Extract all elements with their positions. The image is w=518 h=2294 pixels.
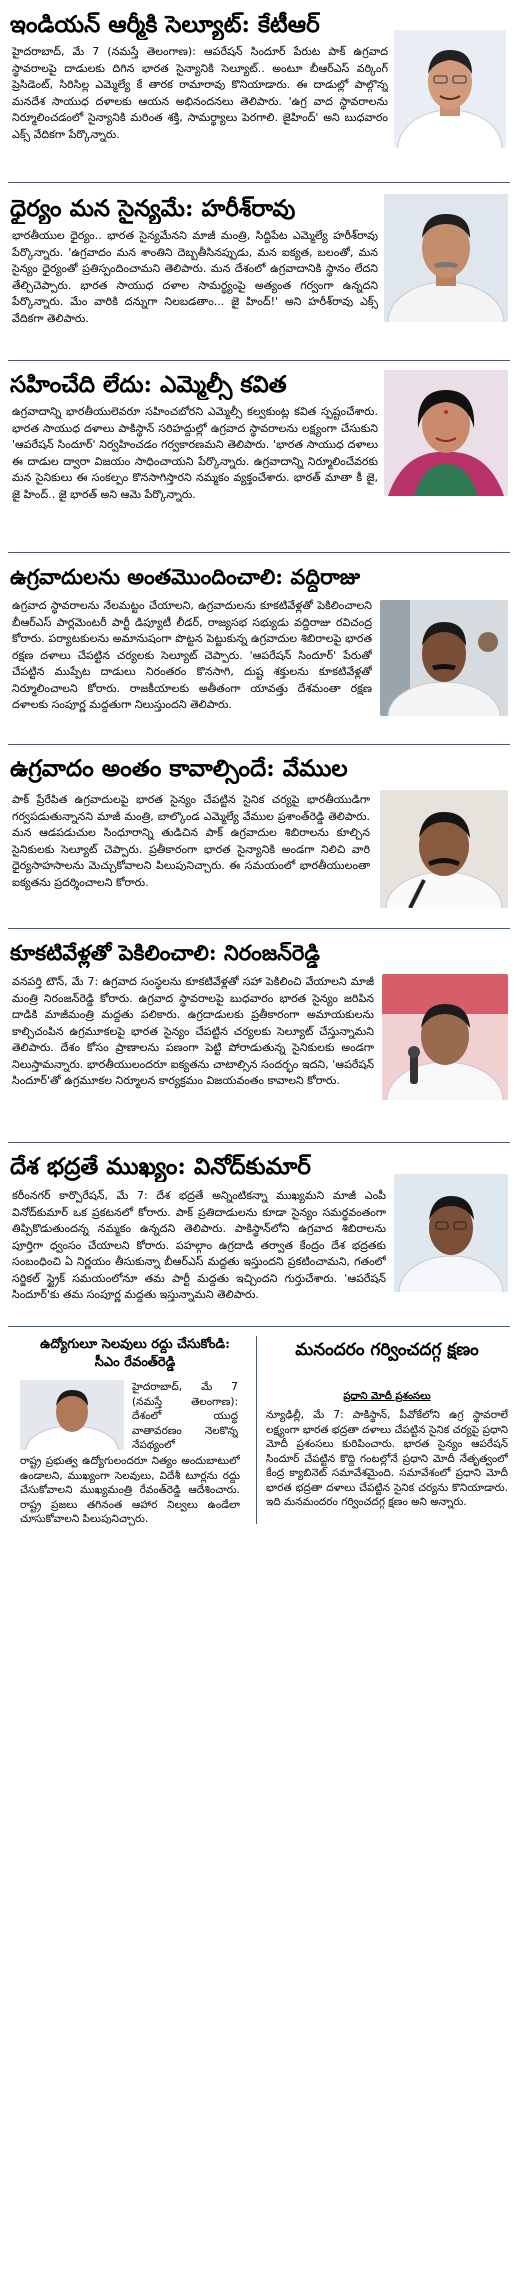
headline: మనందరం గర్వించదగ్గ క్షణం [295, 1340, 479, 1360]
headline: ఇండియన్ ఆర్మీకి సెల్యూట్: కేటీఆర్ [10, 11, 320, 38]
headline: కూకటివేళ్లతో పెకిలించాలి: నిరంజన్‌రెడ్డి [10, 940, 320, 965]
article-body: ఉగ్రవాద స్థావరాలను నేలమట్టం చేయాలని, ఉగ్రవాదులను కూకటివేళ్లతో పెకిలించాలని బీఆర్ఎస్ పార్లమెంటరీ పార్టీ డిప్యూటీ లీడర్, రాజ్యసభ సభ్యుడు వద్దిరాజు రవిచంద్ర కోరారు. పర్యాటకులను అమానుషంగా పొట్టన పెట్టుకున్న ఉగ్రవాదుల శిబిరాలపై భారత రక్షణ దళాలు చేపట్టిన చర్యలకు సెల్యూట్ చెప్పారు. 'ఆపరేషన్ సిందూర్' పేరుతో చేపట్టిన ముప్పేట దాడులు నిరంతరం కొనసాగి, దుష్ట శక్తులను కూకటివేళ్లతో నిర్మూలించాలని కోరారు. రాజకీయాలకు అతీతంగా యావత్తు దేశమంతా రక్షణ దళాలకు సంపూర్ణ మద్దతుగా నిలుస్తుందని తెలిపారు. [12, 599, 372, 711]
portrait-vaddiraju-image [380, 600, 508, 716]
column-rule [8, 1142, 510, 1143]
article-niranjanreddy [0, 938, 518, 1138]
column-divider [256, 1336, 257, 1524]
portrait-ktr-image [394, 30, 506, 148]
article-vinodkumar [0, 1152, 518, 1320]
article-body: ఉగ్రవాదాన్ని భారతీయులెవరూ సహించబోరని ఎమ్మెల్సీ కల్వకుంట్ల కవిత స్పష్టంచేశారు. భారత సాయుధ దళాలు పాకిస్థాన్ సరిహద్దుల్లో ఉగ్రవాద స్థావరాలను లక్ష్యంగా చేసుకుని 'ఆపరేషన్ సిందూర్' నిర్వహించడం గర్వకారణమని తెలిపారు. 'భారత సాయుధ దళాలు ఈ దాడుల ద్వారా విజయం సాధించాయని పేర్కొన్నారు. ఉగ్రవాదాన్ని నిర్మూలించేవరకు మన సైనికులు ఈ సంకల్పం కొనసాగిస్తారని నమ్మకం వ్యక్తంచేశారు. భారత్ మాతా కీ జై, జై హింద్.. జై భారత్ అని ఆమె పేర్కొన్నారు. [12, 405, 378, 501]
portrait-photo [20, 1380, 124, 1450]
portrait-photo [380, 600, 508, 716]
article-vemula [0, 754, 518, 924]
column-rule [8, 182, 510, 183]
portrait-photo [380, 790, 508, 908]
headline: ఉగ్రవాదులను అంతమొందించాలి: వద్దిరాజు [10, 564, 361, 589]
portrait-kavitha-image [384, 370, 508, 496]
headline: ఉద్యోగులూ సెలవులు రద్దు చేసుకోండి: సీఎం రేవంత్‌రెడ్డి [40, 1337, 230, 1370]
article-harishrao [0, 194, 518, 354]
article-body: న్యూఢిల్లీ, మే 7: పాకిస్థాన్, పీవోకేలోని ఉగ్ర స్థావరాలే లక్ష్యంగా భారత భద్రతా దళాలు చేపట్టిన సైనిక చర్యపై ప్రధాని మోదీ ప్రశంసలు కురిపించారు. భారత సైన్యం ఆపరేషన్ సిందూర్ చేపట్టిన కొద్ది గంటల్లోనే ప్రధాని మోదీ నేతృత్వంలో కేంద్ర క్యాబినెట్ సమావేశమైంది. సమావేశంలో ప్రధాని మోదీ భారత భద్రతా దళాలు చేపట్టిన సైనిక చర్యను కొనియాడారు. ఇది మనమందరం గర్వించదగ్గ క్షణం అని అన్నారు. [266, 1409, 508, 1508]
portrait-photo [384, 194, 508, 322]
article-kavitha [0, 370, 518, 548]
column-rule [8, 744, 510, 745]
portrait-niranjanreddy-image [382, 974, 508, 1100]
portrait-vinodkumar-image [394, 1174, 508, 1292]
portrait-photo [394, 1174, 508, 1292]
article-body-top: హైదరాబాద్, మే 7 (నమస్తే తెలంగాణ): దేశంలో యుద్ధ వాతావరణం నెలకొన్న నేపథ్యంలో [132, 1381, 238, 1451]
article-body: కరీంనగర్ కార్పొరేషన్, మే 7: దేశ భద్రతే అన్నింటికన్నా ముఖ్యమని మాజీ ఎంపీ వినోద్‌కుమార్ ఒక ప్రకటనలో కోరారు. పాక్ ప్రతిదాడులను కూడా సైన్యం సమర్థవంతంగా తిప్పికొడుతుందన్న నమ్మకం ఉన్నదని తెలిపారు. పాకిస్థాన్‌లోని ఉగ్రవాద శిబిరాలను పూర్తిగా ధ్వంసం చేయాలని కోరారు. పహల్గాం ఉగ్రదాడి తర్వాత కేంద్రం దేశ భద్రతకు సంబంధించి ఏ నిర్ణయం తీసుకున్నా బీఆర్ఎస్ మద్దతు ఇస్తుందని ప్రకటించామని, గతంలో సర్జికల్ స్ట్రైక్ సమయంలోనూ తమ పార్టీ మద్దతు ఇచ్చిందని గుర్తుచేశారు. 'ఆపరేషన్ సిందూర్'కు తమ సంపూర్ణ మద్దతు ఇస్తున్నామని తెలిపారు. [12, 1189, 386, 1301]
column-rule [8, 360, 510, 361]
column-rule [8, 1326, 510, 1327]
article-vaddiraju [0, 562, 518, 740]
headline: సహించేది లేదు: ఎమ్మెల్సీ కవిత [10, 371, 287, 398]
article-body: హైదరాబాద్, మే 7 (నమస్తే తెలంగాణ): ఆపరేషన్ సిందూర్ పేరుట పాక్ ఉగ్రవాద స్థావరాలపై దాడులకు దిగిన భారత సైన్యానికి సెల్యూట్.. అంటూ బీఆర్ఎస్ వర్కింగ్ ప్రెసిడెంట్, సిరిసిల్ల ఎమ్మెల్యే కే తారక రామారావు కొనియాడారు. ఈ దాడుల్లో పాల్గొన్న మనదేశ సాయుధ దళాలకు ఆయన అభినందనలు తెలిపారు. 'ఉగ్ర వాద స్థావరాలను నిర్మూలించడంలో సైన్యానికి మరింత శక్తి, సామర్థ్యాలు పెరగాలి. జైహింద్' అని బుధవారం ఎక్స్ వేదికగా పేర్కొన్నారు. [12, 45, 388, 141]
article-ktr [0, 10, 518, 180]
portrait-harishrao-image [384, 194, 508, 322]
portrait-vemula-image [380, 790, 508, 908]
subheadline: ప్రధాని మోదీ ప్రశంసలు [343, 1391, 431, 1402]
portrait-revanthreddy-image [20, 1380, 124, 1450]
portrait-photo [382, 974, 508, 1100]
article-body: పాక్ ప్రేరేపిత ఉగ్రవాదులపై భారత సైన్యం చేపట్టిన సైనిక చర్యపై భారతీయుడిగా గర్వపడుతున్నానని మాజీ మంత్రి, బాల్కొండ ఎమ్మెల్యే వేముల ప్రశాంత్‌రెడ్డి తెలిపారు. మన ఆడపడుచుల సింధూరాన్ని తుడిచిన పాక్ ఉగ్రవాదుల శిబిరాలను కూల్చిన సైనికులకు సెల్యూట్ చెప్పారు. ప్రతీకారంగా భారత సైన్యానికి అండగా నిలిచి వారి ధైర్యసాహసాలను మెచ్చుకోవాలని పిలుపునిచ్చారు. ఈ సమయంలో భారతీయులంతా ఐక్యతను ప్రదర్శించాలని కోరారు. [12, 793, 370, 889]
column-rule [8, 928, 510, 929]
column-rule [8, 552, 510, 553]
headline: ఉగ్రవాదం అంతం కావాల్సిందే: వేముల [10, 755, 348, 782]
article-modi [262, 1332, 514, 1528]
portrait-photo [384, 370, 508, 496]
article-body: భారతీయుల ధైర్యం.. భారత సైన్యమేనని మాజీ మంత్రి, సిద్దిపేట ఎమ్మెల్యే హరీశ్‌రావు పేర్కొన్నారు. 'ఉగ్రవాదం మన శాంతిని దెబ్బతీసినప్పుడు, మన ఐక్యత, బలంతో, మన సైన్యం ధైర్యంతో ప్రతిస్పందించామని తెలిపారు. మన దేశంలో ఉగ్రవాదానికి స్థానం లేదని తేల్చిచెప్పారు. భారత సాయుధ దళాల సామర్థ్యంపై అత్యంత గర్వంగా ఉన్నదని పేర్కొన్నారు. మేం వారికి దన్నుగా నిలబడతాం... జై హింద్!' అని హరీశ్‌రావు ఎక్స్ వేదికగా తెలిపారు. [12, 229, 378, 325]
article-body: వనపర్తి టౌన్, మే 7: ఉగ్రవాద సంస్థలను కూకటివేళ్లతో సహా పెకిలించి వేయాలని మాజీ మంత్రి నిరంజన్‌రెడ్డి కోరారు. ఉగ్రవాద స్థావరాలపై బుధవారం భారత సైన్యం జరిపిన దాడికి మాజీమంత్రి మద్దతు పలికారు. ఉగ్రదాడులకు ప్రతీకారంగా అమాయకులను కాల్చిచంపిన ఉగ్రమూకలపై భారత సైన్యం చేపట్టిన చర్యలకు సెల్యూట్ చేస్తున్నామని తెలిపారు. దేశం కోసం ప్రాణాలను పణంగా పెట్టి పోరాడుతున్న సైనికులకు అండగా నిలుస్తామన్నారు. భారతీయులందరూ ఐక్యతను చాటాల్సిన సందర్భం ఇదని, 'ఆపరేషన్ సిందూర్'తో ఉగ్రమూకల నిర్మూలన కార్యక్రమం విజయవంతం కావాలని కోరారు. [12, 975, 374, 1087]
portrait-photo [394, 30, 506, 148]
article-revanthreddy [0, 1332, 250, 1528]
headline: ధైర్యం మన సైన్యమే: హరీశ్‌రావు [10, 195, 296, 222]
headline: దేశ భద్రతే ముఖ్యం: వినోద్‌కుమార్ [10, 1153, 311, 1180]
article-body: రాష్ట్ర ప్రభుత్వ ఉద్యోగులందరూ నిత్యం అందుబాటులో ఉండాలని, ముఖ్యంగా సెలవులు, విదేశీ టూర్లను రద్దు చేసుకోవాలని ముఖ్యమంత్రి రేవంత్‌రెడ్డి ఆదేశించారు. రాష్ట్ర ప్రజలు తగినంత ఆహార నిల్వలు ఉండేలా చూసుకోవాలని పిలుపునిచ్చారు. [20, 1455, 240, 1525]
